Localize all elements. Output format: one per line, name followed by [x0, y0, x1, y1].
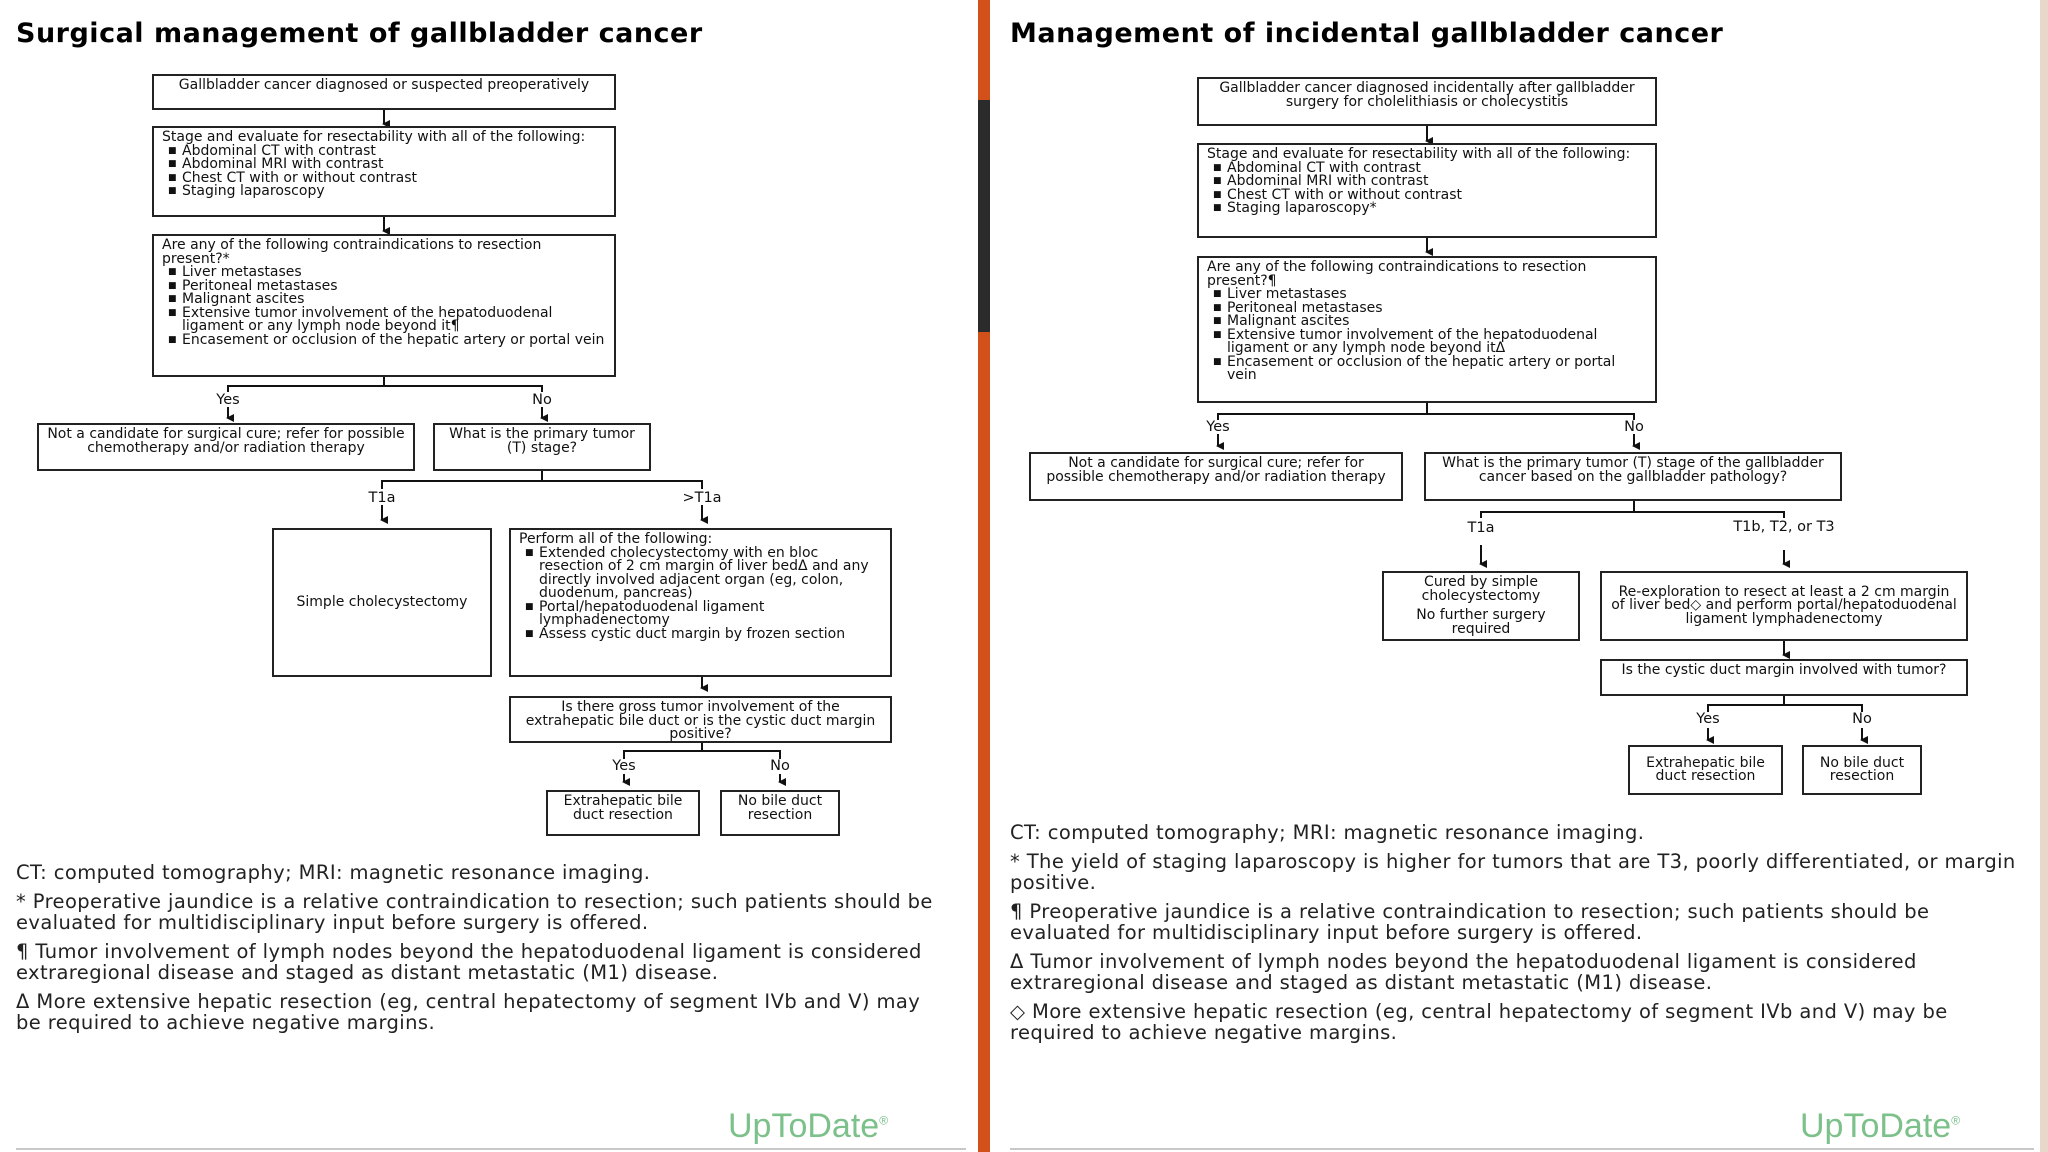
left-contraindications-box: [152, 234, 616, 377]
right-title: Management of incidental gallbladder cancer: [1010, 18, 1724, 49]
list-item: ■ Abdominal MRI with contrast: [1227, 175, 1647, 189]
left-tstage-box: [433, 423, 651, 471]
left-stage-box: [152, 126, 616, 217]
left-diagnosed-box: [152, 74, 616, 110]
left-perform-box: [509, 528, 892, 677]
left-simple-chole-box: [272, 528, 492, 677]
list-item: ■ Peritoneal metastases: [1227, 302, 1647, 316]
right-yes-label: Yes: [1206, 419, 1230, 435]
list-item: ■ Portal/hepatoduodenal ligament lymphadenectomy: [539, 601, 882, 628]
left-no-label: No: [532, 392, 552, 408]
right-diagnosed-box: [1197, 77, 1657, 126]
left-simple-text: Simple cholecystectomy: [296, 593, 468, 610]
list-item: ■ Chest CT with or without contrast: [1227, 189, 1647, 203]
left-extrahepatic-box: [546, 790, 700, 836]
list-item: ■ Abdominal CT with contrast: [182, 145, 606, 159]
list-item: ■ Extended cholecystectomy with en bloc resection of 2 cm margin of liver bedΔ and any directly involved adjacent organ (eg, colon, duodenum, pancreas): [539, 547, 882, 601]
footnote: CT: computed tomography; MRI: magnetic resonance imaging.: [1010, 821, 1645, 844]
left-no-bile-text: No bile duct resection: [737, 793, 823, 823]
left-contra-list: [162, 266, 606, 347]
left-perform-lead: Perform all of the following:: [519, 531, 713, 547]
right-cured-box: [1382, 571, 1580, 641]
right-yes2-label: Yes: [1696, 711, 1720, 727]
brand-mark: ®: [879, 1113, 889, 1128]
right-stage-lead: Stage and evaluate for resectability with all of the following:: [1207, 146, 1631, 162]
right-uptodate-logo: [1800, 1107, 1960, 1146]
left-stage-list: [162, 142, 606, 199]
list-item: ■ Staging laparoscopy*: [1227, 202, 1647, 216]
right-bottom-rule: [1010, 1148, 2034, 1150]
left-gt-t1a-label: >T1a: [682, 490, 722, 506]
left-t1a-label: T1a: [368, 490, 396, 506]
right-not-candidate-box: [1029, 452, 1403, 501]
left-tstage-text: What is the primary tumor (T) stage?: [449, 426, 635, 456]
right-contra-lead: Are any of the following contraindications to resection present?¶: [1207, 259, 1587, 289]
right-cystic-text: Is the cystic duct margin involved with tumor?: [1621, 662, 1947, 678]
left-gross-text: Is there gross tumor involvement of the extrahepatic bile duct or is the cystic duct margin positive?: [525, 699, 876, 742]
left-no2-label: No: [770, 758, 790, 774]
footnote: ◇ More extensive hepatic resection (eg, central hepatectomy of segment IVb and V) may be required to achieve negative margins.: [1010, 1000, 1948, 1044]
right-no2-label: No: [1852, 711, 1872, 727]
list-item: ■ Abdominal MRI with contrast: [182, 158, 606, 172]
right-not-candidate-text: Not a candidate for surgical cure; refer for possible chemotherapy and/or radiation therapy: [1046, 455, 1386, 485]
brand-text: UpToDate: [1800, 1107, 1952, 1145]
right-no-label: No: [1624, 419, 1644, 435]
left-footnotes: [16, 862, 946, 1041]
list-item: ■ Encasement or occlusion of the hepatic artery or portal vein: [1227, 356, 1647, 383]
right-extrahepatic-box: [1628, 745, 1783, 795]
left-contra-lead: Are any of the following contraindications to resection present?*: [162, 237, 542, 267]
footnote: ¶ Preoperative jaundice is a relative contraindication to resection; such patients should be evaluated for multidisciplinary input before surgery is offered.: [1010, 900, 1930, 944]
left-no-bile-box: [720, 790, 840, 836]
right-no-further-text: No further surgery required: [1416, 607, 1546, 637]
list-item: ■ Staging laparoscopy: [182, 185, 606, 199]
right-extrahepatic-text: Extrahepatic bile duct resection: [1646, 754, 1765, 784]
left-extrahepatic-text: Extrahepatic bile duct resection: [563, 793, 683, 823]
list-item: ■ Peritoneal metastases: [182, 280, 606, 294]
right-no-bile-text: No bile duct resection: [1819, 754, 1905, 784]
right-t1b-label: T1b, T2, or T3: [1733, 519, 1835, 535]
right-stage-list: [1207, 159, 1647, 216]
footnote: * The yield of staging laparoscopy is higher for tumors that are T3, poorly differentiated, or margin positive.: [1010, 850, 2016, 894]
left-perform-list: [519, 544, 882, 642]
right-diagnosed-text: Gallbladder cancer diagnosed incidentally after gallbladder surgery for cholelithiasis or cholecystitis: [1219, 80, 1635, 110]
left-title: Surgical management of gallbladder cancer: [16, 18, 703, 49]
right-stage-box: [1197, 143, 1657, 238]
left-bottom-rule: [16, 1148, 966, 1150]
list-item: ■ Liver metastases: [1227, 288, 1647, 302]
right-footnotes: [1010, 822, 2020, 1051]
right-cystic-box: [1600, 659, 1968, 696]
list-item: ■ Malignant ascites: [1227, 315, 1647, 329]
left-panel: [0, 0, 978, 1152]
list-item: ■ Chest CT with or without contrast: [182, 172, 606, 186]
footnote: * Preoperative jaundice is a relative contraindication to resection; such patients should be evaluated for multidisciplinary input before surgery is offered.: [16, 890, 933, 934]
list-item: ■ Malignant ascites: [182, 293, 606, 307]
list-item: ■ Liver metastases: [182, 266, 606, 280]
right-t1a-label: T1a: [1467, 520, 1495, 536]
left-gross-box: [509, 696, 892, 743]
right-reexplore-box: [1600, 571, 1968, 641]
left-yes2-label: Yes: [612, 758, 636, 774]
left-uptodate-logo: [728, 1107, 888, 1146]
list-item: ■ Extensive tumor involvement of the hepatoduodenal ligament or any lymph node beyond it¶: [182, 307, 606, 334]
footnote: Δ Tumor involvement of lymph nodes beyond the hepatoduodenal ligament is considered extraregional disease and staged as distant metastatic (M1) disease.: [1010, 950, 1917, 994]
right-contra-list: [1207, 288, 1647, 383]
left-yes-label: Yes: [216, 392, 240, 408]
brand-mark: ®: [1951, 1113, 1961, 1128]
right-reexplore-text: Re-exploration to resect at least a 2 cm margin of liver bed◇ and perform portal/hepatoduodenal ligament lymphadenectomy: [1611, 583, 1957, 627]
left-not-candidate-text: Not a candidate for surgical cure; refer for possible chemotherapy and/or radiation therapy: [47, 426, 405, 456]
footnote: ¶ Tumor involvement of lymph nodes beyond the hepatoduodenal ligament is considered extraregional disease and staged as distant metastatic (M1) disease.: [16, 940, 922, 984]
right-panel: [996, 0, 2048, 1152]
panel-divider-scroll-indicator: [978, 100, 990, 332]
list-item: ■ Assess cystic duct margin by frozen section: [539, 628, 882, 642]
footnote: Δ More extensive hepatic resection (eg, central hepatectomy of segment IVb and V) may be required to achieve negative margins.: [16, 990, 921, 1034]
right-tstage-box: [1424, 452, 1842, 501]
left-not-candidate-box: [37, 423, 415, 471]
right-contraindications-box: [1197, 256, 1657, 403]
footnote: CT: computed tomography; MRI: magnetic resonance imaging.: [16, 861, 651, 884]
left-diagnosed-text: Gallbladder cancer diagnosed or suspected preoperatively: [178, 77, 590, 93]
right-no-bile-box: [1802, 745, 1922, 795]
right-edge-strip: [2040, 0, 2048, 1152]
left-stage-lead: Stage and evaluate for resectability with all of the following:: [162, 129, 586, 145]
list-item: ■ Abdominal CT with contrast: [1227, 162, 1647, 176]
brand-text: UpToDate: [728, 1107, 880, 1145]
right-cured-text: Cured by simple cholecystectomy: [1421, 574, 1541, 604]
list-item: ■ Extensive tumor involvement of the hepatoduodenal ligament or any lymph node beyond itΔ: [1227, 329, 1647, 356]
right-tstage-text: What is the primary tumor (T) stage of the gallbladder cancer based on the gallbladder pathology?: [1442, 455, 1824, 485]
list-item: ■ Encasement or occlusion of the hepatic artery or portal vein: [182, 334, 606, 348]
